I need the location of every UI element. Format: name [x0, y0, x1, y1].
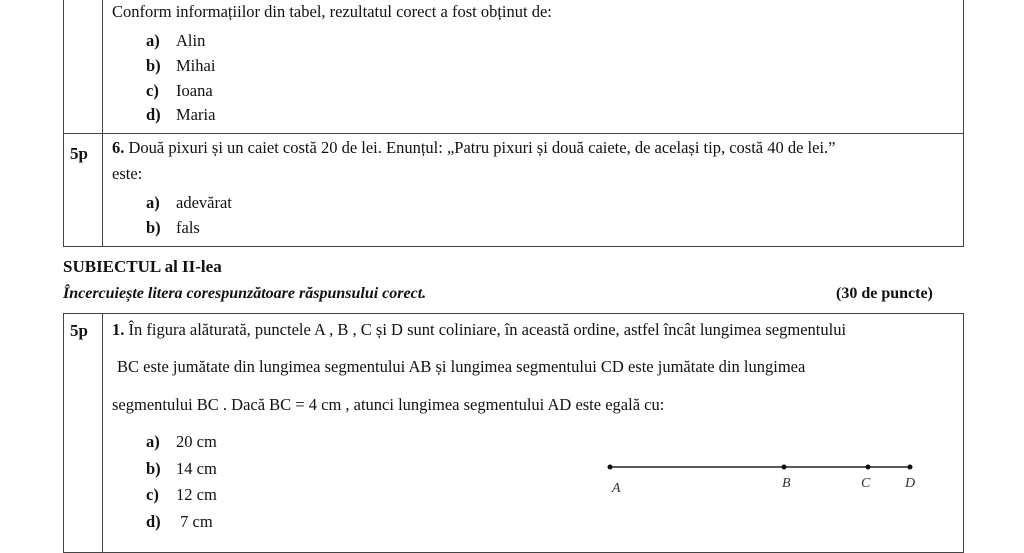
- points-column-divider-2: [102, 313, 103, 553]
- q6-line1: 6. Două pixuri și un caiet costă 20 de lei. Enunțul: „Patru pixuri și două caiete, de același tip, costă 40 de lei.”: [112, 138, 836, 157]
- section-score: (30 de puncte): [836, 285, 933, 302]
- q5-text: Conform informațiilor din tabel, rezultatul corect a fost obținut de:: [112, 2, 552, 21]
- point-b-label: B: [782, 476, 791, 491]
- q6-line2: este:: [112, 164, 143, 183]
- section-instruction: Încercuiește litera corespunzătoare răspunsului corect.: [63, 285, 427, 302]
- q1-line2: BC este jumătate din lungimea segmentului AB și lungimea segmentului CD este jumătate din lungimea: [117, 357, 806, 376]
- q1-line3: segmentului BC . Dacă BC = 4 cm , atunci lungimea segmentului AD este egală cu:: [112, 395, 665, 414]
- point-d-label: D: [905, 476, 916, 491]
- q6-option-a[interactable]: a) adevărat: [146, 193, 232, 212]
- point-a-label: A: [612, 481, 621, 496]
- q1-number: 1.: [112, 320, 125, 339]
- points-column-divider: [102, 0, 103, 247]
- q1-points: 5p: [70, 321, 88, 340]
- q1-option-c[interactable]: c) 12 cm: [146, 485, 217, 504]
- row-divider: [63, 133, 964, 134]
- q5-option-b[interactable]: b) Mihai: [146, 56, 216, 75]
- q1-option-a[interactable]: a) 20 cm: [146, 432, 217, 451]
- q6-points: 5p: [70, 144, 88, 163]
- q1-option-d[interactable]: d) 7 cm: [146, 512, 213, 531]
- q1-option-b[interactable]: b) 14 cm: [146, 459, 217, 478]
- point-c-label: C: [861, 476, 871, 491]
- q5-option-a[interactable]: a) Alin: [146, 31, 206, 50]
- q5-option-d[interactable]: d) Maria: [146, 105, 216, 124]
- section-title: SUBIECTUL al II-lea: [63, 257, 222, 276]
- q6-number: 6.: [112, 138, 125, 157]
- q1-line1: 1. În figura alăturată, punctele A , B , C și D sunt coliniare, în această ordine, astfel încât lungimea segmentului: [112, 320, 847, 339]
- q6-option-b[interactable]: b) fals: [146, 218, 200, 237]
- q5-option-c[interactable]: c) Ioana: [146, 81, 213, 100]
